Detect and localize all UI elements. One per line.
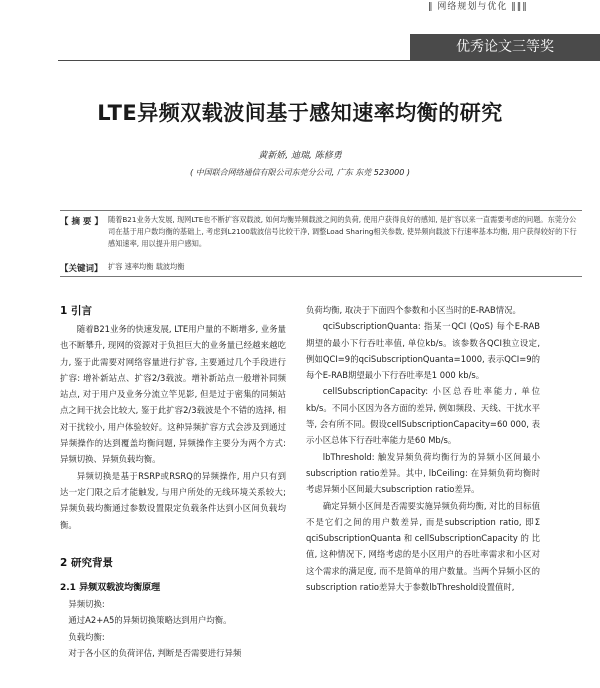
authors: 黄新娇, 迪瑞, 陈修勇 — [258, 151, 342, 161]
running-header — [0, 0, 600, 10]
award-banner: 优秀论文三等奖 — [410, 34, 600, 60]
paragraph: lbThreshold: 触发异频负荷均衡行为的异频小区间最小subscription ratio差异。其中, lbCeiling: 在异频负荷均衡时考虑异频小区间最大subscription ratio差异。 — [306, 451, 540, 495]
right-column — [306, 302, 540, 595]
affiliation: ( 中国联合网络通信有限公司东莞分公司, 广东 东莞 523000 ) — [189, 168, 411, 177]
section-2-heading: 2 研究背景 — [60, 557, 113, 569]
paragraph: cellSubscriptionCapacity: 小区总吞吐率能力, 单位kb/s。不同小区因为各方面的差异, 例如频段、天线、干扰水平等, 会有所不同。假设cellSubscriptionCapacity=60 000, 表示小区总体下行吞吐率能力是60 Mb/s。 — [306, 386, 540, 446]
keywords-text: 扩容 速率均衡 载波均衡 — [108, 262, 185, 271]
left-column-intro — [60, 321, 286, 533]
paragraph: 负荷均衡, 取决于下面四个参数和小区当时的E-RAB情况。 — [306, 305, 521, 315]
keywords-label: 【关键词】 — [60, 264, 103, 274]
paragraph: 异频切换: — [68, 599, 105, 609]
paragraph: qciSubscriptionQuanta: 指某一QCI (QoS) 每个E-RAB期望的最小下行吞吐率值, 单位kb/s。该参数各QCI独立设定, 例如QCI=9的qciSubscriptionQuanta=1000, 表示QCI=9的每个E-RAB期望最小下行吞吐率是1 000 kb/s。 — [306, 321, 540, 381]
paragraph: 确定异频小区间是否需要实施异频负荷均衡, 对比的目标值不是它们之间的用户数差异, 而是subscription ratio, 即Σ qciSubscriptionQuanta和cellSubscriptionCapacity的比值, 这种情况下, 网络考虑的是小区用户的吞吐率需求和小区对这个需求的满足度, 而不是简单的用户数量。当两个异频小区的subscription ratio差异大于参数lbThreshold设置值时, — [306, 500, 540, 593]
abstract-top-rule — [60, 210, 582, 211]
section-1-heading: 1 引言 — [60, 305, 92, 317]
left-column-principles — [60, 596, 286, 661]
column-name: ‖ 网络规划与优化 ‖‖‖ — [428, 2, 528, 12]
paragraph: 通过A2+A5的异频切换策略达到用户均衡。 — [68, 615, 232, 626]
paragraph: 负载均衡: — [68, 631, 105, 642]
abstract-label: 【 摘 要 】 — [60, 217, 103, 227]
banner-rule — [58, 60, 600, 61]
paragraph: 对于各小区的负荷评估, 判断是否需要进行异频 — [68, 647, 242, 658]
paper-title: LTE异频双载波间基于感知速率均衡的研究 — [97, 101, 503, 125]
paragraph: 异频切换是基于RSRP或RSRQ的异频操作, 用户只有到达一定门限之后才能触发, 与用户所处的无线环境关系较大; 异频负载均衡通过参数设置限定负载条件达到小区间负载均衡。 — [60, 470, 286, 530]
abstract-bottom-rule — [60, 276, 582, 277]
paragraph: 随着B21业务的快速发展, LTE用户量的不断增多, 业务量也不断攀升, 现网的资源对于负担巨大的业务量已经越来越吃力, 鉴于此需要对网络容量进行扩容, 主要通过几个手段进行扩容: 增补新站点、扩容2/3载波。增补新站点一般增补同频站点, 对于用户及业务分流立竿见影, 但是过于密集的同频站点之间干扰会比较大, 鉴于此扩容2/3载波是个不错的选择, 相对干扰较小, 用户体验较好。这种异频扩容方式会涉及到通过异频操作的达到覆盖均衡问题, 异频操作主要分为两个方式: 异频切换、异频负载均衡。 — [60, 324, 286, 465]
section-2-1-heading: 2.1 异频双载波均衡原理 — [60, 583, 161, 593]
abstract-text: 随着B21业务大发展, 现网LTE也不断扩容双载波, 如何均衡异频载波之间的负荷, 使用户获得良好的感知, 是扩容以来一直需要考虑的问题。东莞分公司在基于用户数均衡的基础上, 考虑到L2100载波信号比较干净, 调整Load Sharing相关参数, 使异频向载波下行速率基本均衡, 用户获得较好的下行感知速率, 用以提升用户感知。 — [108, 215, 577, 248]
